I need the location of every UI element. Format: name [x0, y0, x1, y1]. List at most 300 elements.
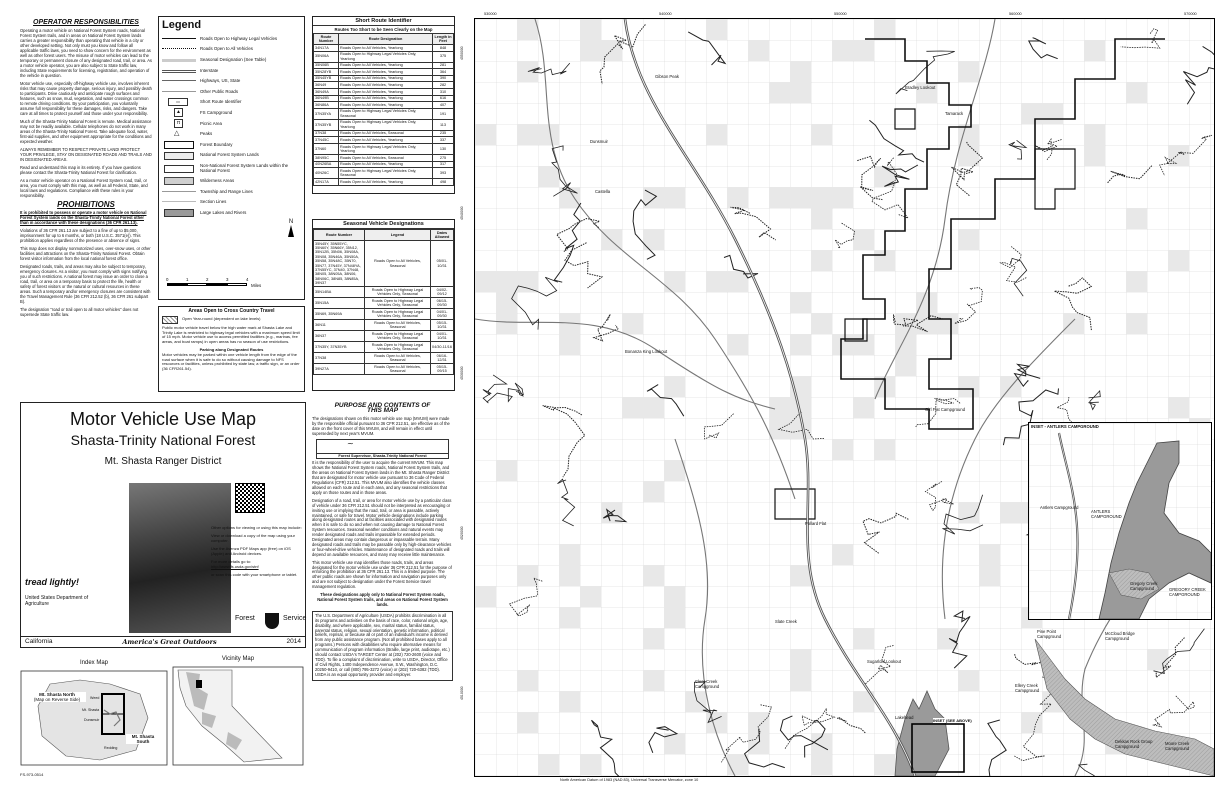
table-cell: 05/15-09/15: [431, 364, 454, 375]
index-north-label: [28, 692, 86, 702]
nfs-land-cell: [1126, 271, 1147, 292]
table-row: [314, 161, 454, 168]
usda-logo: [25, 595, 95, 607]
table-cell: 37N45C: [314, 137, 339, 144]
nfs-land-cell: [1126, 313, 1147, 334]
prohibitions-paragraph: Violations of 36 CFR 261.13 are subject to a fine of up to $5,000, imprisonment for up to 6 months, or both (18 U.S.C. 3571(e)). This prohibition applies regardless of the presence or absence of signs.: [20, 228, 141, 243]
index-south-label: Mt. Shasta South: [126, 734, 160, 744]
vicinity-map-panel: [172, 656, 304, 766]
table-cell: 37N35YA: [314, 108, 339, 119]
coordinate-label: 560000: [1009, 12, 1022, 16]
legend-row: [162, 65, 301, 76]
table-cell: 310: [433, 88, 454, 95]
cover-year: 2014: [286, 638, 301, 645]
nfs-land-cell: [706, 19, 727, 40]
table-cell: 04/01-09/30: [431, 309, 454, 320]
table-cell: Roads Open to Highway Legal Vehicles Only, Seasonal: [365, 342, 431, 353]
place-label: Bonanza King Lookout: [625, 349, 668, 354]
legend-row: [162, 186, 301, 197]
cover-district: Mt. Shasta Ranger District: [104, 456, 222, 467]
nfs-land-cell: [559, 607, 580, 628]
parking-body: Motor vehicles may be parked within one vehicle length from the edge of the road surface when it is safe to do so without causing damage to NFS resources or facilities, unless prohibited by state law, a traffic sign, or an order (36 CFR261.54).: [162, 351, 300, 372]
legend-row: [162, 107, 301, 118]
footer-id: FS-973-0514: [20, 772, 44, 777]
table-row: [314, 88, 454, 95]
town-label: Redding: [104, 746, 118, 750]
coordinate-label: 530000: [484, 12, 497, 16]
nfs-land-cell: [1147, 649, 1168, 670]
table-cell: 191: [433, 108, 454, 119]
place-label: Lakehead: [895, 715, 914, 720]
coordinate-label: 4530000: [460, 366, 464, 380]
nfs-land-cell: [853, 397, 874, 418]
nfs-land-cell: [769, 82, 790, 103]
legend-label: Township and Range Lines: [200, 188, 253, 194]
town-label: Dunsmuir: [84, 718, 100, 722]
place-label: Sugarloaf Lookout: [867, 659, 901, 664]
column-header: Length in Feet: [434, 34, 452, 43]
table-row: [314, 82, 454, 89]
table-cell: Roads Open to All Vehicles, Yearlong: [339, 95, 433, 102]
nfs-land-cell: [580, 40, 601, 61]
table-cell: Roads Open to All Vehicles, Yearlong: [339, 75, 433, 82]
purpose-panel: [312, 400, 453, 770]
prohibitions-paragraph: This map does not display nonmotorized uses, over-snow uses, or other facilities and attractions on the Shasta-Trinity National Forest. Obtain forest visitor information from the local national forest office.: [20, 246, 151, 261]
seasonal-table-panel: [312, 219, 455, 391]
nfs-land-cell: [811, 124, 832, 145]
scale-tick: 1: [186, 277, 189, 282]
table-cell: Roads Open to Highway Legal Vehicles Only, Seasonal: [339, 108, 433, 119]
legend-row: [162, 196, 301, 207]
nfs-land-cell: [1021, 712, 1042, 733]
nfs-land-cell: [853, 229, 874, 250]
table-cell: 35N45YB: [314, 75, 339, 82]
table-row: [314, 320, 454, 331]
table-row: [314, 143, 454, 154]
purpose-paragraph: It is the responsibility of the user to acquire the current MVUM. This map shows the National Forest System roads, National Forest System trails, and the areas on National Forest System lands in the Mt. Shasta Ranger District that are designated for motor vehicle use pursuant to 36 Code of Federal Regulations (CFR) 212.51. This MVUM also identifies the vehicle classes allowed on each route and in each area, and any seasonal restrictions that apply on those routes and in those areas.: [312, 460, 450, 495]
inset-map-panel[interactable]: [1028, 422, 1212, 620]
nfs-land-cell: [664, 460, 685, 481]
place-label: Pine Point Campground: [1037, 629, 1062, 639]
place-label: Gibson Peak: [655, 74, 679, 79]
vicinity-map-title: Vicinity Map: [221, 656, 255, 662]
nfs-land-cell: [1126, 82, 1147, 103]
signer-label: Forest Supervisor, Shasta-Trinity National Forest: [317, 453, 448, 459]
operator-responsibilities-panel: [20, 16, 152, 386]
purpose-bold-note: These designations apply only to National Forest System roads, National Forest System trails, and areas on National Forest System lands.: [317, 592, 448, 607]
legend-label: Picnic Area: [200, 120, 222, 126]
purpose-paragraph: Designation of a road, trail, or area for motor vehicle use by a particular class of vehicle under 36 CFR 212.51 should not be interpreted as encouraging or inviting use or implying that the road, trail, or area is passable, actively maintained, or safe for travel. Motor vehicle designations include parking along designated routes and at facilities associated with designated routes when it is safe to do so and when not causing damage to National Forest System resources. Seasonal weather conditions and natural events may render designated roads and trails impassable for extended periods. Designated areas may contain dangerous or impassable terrain. Many designated roads and trails may be passable only by high-clearance vehicles or four-wheel-drive vehicles. Maintenance of designated roads and trails will depend on available resources, and many may receive little maintenance.: [312, 497, 452, 557]
nfs-land-cell: [517, 61, 538, 82]
nfs-land-cell: [811, 313, 832, 334]
table-cell: Roads Open to Highway Legal Vehicles Only, Yearlong: [339, 143, 433, 154]
inset-title: INSET - ANTLERS CAMPGROUND: [1031, 424, 1099, 429]
qr-code-icon: [235, 483, 265, 513]
operator-paragraph: Motor vehicle use, especially off-highway vehicle use, involves inherent risks that may cause property damage, serious injury, and possibly death to participants. Drive cautiously and anticipate rough surfaces and features, such as snow, mud, vegetation, and water crossings common to remote driving conditions. By your participation, you voluntarily assume full responsibility for these damages, risks, and dangers. Take care at all times to protect yourself and those under your responsibility.: [20, 81, 152, 116]
nfs-land-cell: [643, 481, 664, 502]
nfs-land-cell: [853, 40, 874, 61]
north-arrow-icon: [286, 219, 296, 237]
table-cell: 04/01-10/31: [431, 331, 454, 342]
legend-row: [162, 175, 301, 186]
legend-row: [162, 207, 301, 218]
table-cell: 37N38: [314, 130, 339, 137]
short-route-subtitle: Routes Too Short to be Seen Clearly on the Map: [334, 27, 433, 32]
cross-country-body: Public motor vehicle travel below the high water mark at Shasta Lake and Trinity Lake is restricted to highway legal vehicles with a maximum speed limit of 15 mph. Motor vehicle use to access permitted facilities (e.g., marinas, fee areas, and boat ramps) in open areas has no season of use restrictions.: [162, 324, 300, 345]
nfs-land-cell: [643, 628, 664, 649]
nfs-land-cell: [832, 334, 853, 355]
table-cell: 282: [433, 82, 454, 89]
scale-tick: 0: [166, 277, 169, 282]
table-cell: 37N35YB: [314, 119, 339, 130]
nfs-land-cell: [958, 670, 979, 691]
table-row: [314, 241, 454, 287]
nfs-land-cell: [832, 187, 853, 208]
table-cell: 393: [433, 168, 454, 179]
table-row: [314, 119, 454, 130]
operator-paragraph: Read and understand this map in its entirety. If you have questions please contact the Shasta-Trinity National Forest for clarification.: [20, 165, 141, 175]
table-cell: Roads Open to All Vehicles, Seasonal: [365, 353, 431, 364]
legend-label: FS Campground: [200, 109, 233, 115]
place-label: Bradley Lookout: [905, 85, 936, 90]
nfs-land-cell: [853, 628, 874, 649]
table-row: [314, 298, 454, 309]
qr-item: For more details go to:: [211, 559, 252, 564]
legend-label: Seasonal Designation (See Table): [200, 56, 267, 62]
nfs-land-cell: [790, 334, 811, 355]
place-label: Girl Flat Campground: [925, 407, 966, 412]
picnic-icon: π: [174, 119, 183, 128]
nfs-land-cell: [811, 250, 832, 271]
place-label: Ellery Creek Campground: [1015, 683, 1040, 693]
scale-unit: Miles: [251, 283, 262, 288]
nfs-land-cell: [979, 544, 1000, 565]
table-cell: 06/15-09/30: [431, 298, 454, 309]
legend-label: Section Lines: [200, 199, 227, 205]
nfs-land-cell: [1084, 145, 1105, 166]
legend-label: Interstate: [200, 67, 219, 73]
table-cell: Roads Open to Highway Legal Vehicles Only, Yearlong: [339, 119, 433, 130]
nfs-land-cell: [1168, 397, 1189, 418]
cross-country-title: Areas Open to Cross Country Travel: [188, 308, 275, 314]
nfs-land-cell: [811, 208, 832, 229]
place-label: Tamarack: [945, 111, 964, 116]
table-cell: 06/16-12/31: [431, 353, 454, 364]
nfs-land-cell: [937, 313, 958, 334]
nfs-land-cell: [559, 565, 580, 586]
table-cell: 35N06B: [314, 62, 339, 69]
legend-row: [162, 75, 301, 86]
seasonal-title: Seasonal Vehicle Designations: [313, 220, 454, 229]
nfs-land-cell: [664, 271, 685, 292]
short-route-table: [313, 33, 454, 186]
operator-paragraph: Operating a motor vehicle on National Forest System roads, National Forest System trails, and in areas on National Forest System lands carries a greater responsibility than operating that vehicle in a city or other developed setting. Not only must you know and follow all applicable traffic laws, you need to show concern for the environment as well as other forest users. The misuse of motor vehicles can lead to the temporary or permanent closure of any designated road, trail, or area. As a motor vehicle operator, you are also subject to State traffic law, including State requirements for licensing, registration, and operation of the vehicle in question.: [20, 28, 152, 78]
table-cell: 36N49A: [314, 88, 339, 95]
table-cell: 616: [433, 95, 454, 102]
table-cell: 42N17A: [314, 179, 339, 186]
nfs-land-cell: [517, 565, 538, 586]
table-cell: Roads Open to All Vehicles, Seasonal: [365, 364, 431, 375]
table-cell: Roads Open to Highway Legal Vehicles Only, Seasonal: [365, 331, 431, 342]
nfs-land-cell: [748, 40, 769, 61]
nfs-land-cell: [517, 19, 538, 40]
table-row: [314, 287, 454, 298]
column-header: Route Designation: [339, 34, 433, 45]
nfs-land-cell: [979, 565, 1000, 586]
qr-item: View or download a copy of the map using your computer.: [211, 533, 295, 543]
short-route-title: Short Route Identifier: [313, 17, 454, 26]
scale-tick: 3: [226, 277, 229, 282]
inset-note: INSET (SEE ABOVE): [933, 718, 972, 723]
nfs-land-cell: [916, 292, 937, 313]
usda-name: United States Department of Agriculture: [25, 595, 89, 607]
table-cell: 04/30-11/16: [431, 342, 454, 353]
coordinate-label: 4520000: [460, 526, 464, 540]
table-cell: 498: [433, 179, 454, 186]
place-label: Moore Creek Campground: [1165, 741, 1190, 751]
legend-label: Non-National Forest System Lands within the National Forest: [200, 162, 289, 173]
coordinate-label: 540000: [659, 12, 672, 16]
nfs-land-cell: [475, 586, 496, 607]
table-cell: Roads Open to Highway Legal Vehicles Only, Seasonal: [365, 298, 431, 309]
nfs-land-cell: [517, 124, 538, 145]
table-cell: 35N45Y, 35N55YC, 35N60Y, 35N66Y, 35N12, 35N12B, 35N06, 35N08A, 35N08, 35N46A, 35N50A, 35N58, 35N48C, 35N70, 35N77, 37N45Y, 37N48YA, 37N55YC, 37N40, 37N48, 38N05, 38N05A, 38N06, 38N06C, 38N85, 38N85A, 39N37: [314, 241, 365, 287]
table-cell: 39N27A: [314, 364, 365, 375]
legend-row: [162, 86, 301, 97]
place-label: Antlers Campground: [1040, 505, 1079, 510]
nfs-land-cell: [706, 124, 727, 145]
table-cell: 35N69, 35N69A: [314, 309, 365, 320]
nfs-land-cell: [895, 355, 916, 376]
place-label: Pollard Flat: [805, 521, 827, 526]
legend-row: [162, 54, 301, 65]
nfs-land-cell: [832, 439, 853, 460]
legend-label: Other Public Roads: [200, 88, 239, 94]
table-cell: 848: [433, 45, 454, 52]
table-cell: 40N26C: [314, 168, 339, 179]
prohibitions-heading: PROHIBITIONS: [57, 200, 115, 209]
table-cell: 35N14BA: [314, 287, 365, 298]
table-row: [314, 102, 454, 109]
campground-icon: ▲: [174, 108, 183, 117]
qr-item: Use the Avenza PDF Maps app (free) on iOS (Apple) and Android devices.: [211, 546, 291, 556]
scale-tick: 4: [246, 277, 249, 282]
table-row: [314, 154, 454, 161]
prohibitions-paragraph: Designated roads, trails, and areas may also be subject to temporary, emergency closures. As a visitor, you must comply with signs notifying you of such restrictions. A national forest may issue an order to close a road, trail, or area on a temporary basis to protect the life, health or safety of forest visitors or the natural or cultural resources in these areas. Such a temporary and/or emergency closures are consistent with the Travel Management Rule (36 CFR 212.52 (b), 36 CFR 261 subpart B).: [20, 264, 151, 304]
nfs-land-cell: [622, 313, 643, 334]
nfs-land-cell: [538, 166, 559, 187]
nfs-land-cell: [496, 460, 517, 481]
nfs-land-cell: [769, 187, 790, 208]
nfs-land-cell: [517, 670, 538, 691]
nfs-land-cell: [811, 187, 832, 208]
nfs-land-cell: [790, 670, 811, 691]
nfs-land-cell: [937, 628, 958, 649]
legend-row: [162, 160, 301, 175]
nfs-land-cell: [517, 271, 538, 292]
purpose-paragraph: The designations shown on this motor vehicle use map (MVUM) were made by the responsible official pursuant to 36 CFR 212.51, are effective as of the date on the front cover of this MVUM, and will remain in effect until superseded by next year's MVUM.: [312, 415, 450, 436]
cross-country-swatch: [162, 316, 178, 324]
legend-row: [162, 97, 301, 108]
legend-row: [162, 139, 301, 150]
nfs-land-cell: [769, 418, 790, 439]
table-cell: 05/01-10/31: [431, 241, 454, 287]
nfs-land-cell: [727, 754, 748, 775]
nfs-land-cell: [874, 439, 895, 460]
table-cell: Roads Open to All Vehicles, Yearlong: [339, 45, 433, 52]
fs-name-forest: Forest: [235, 615, 255, 622]
parking-title: Parking along Designated Routes: [199, 346, 264, 352]
nfs-land-cell: [790, 82, 811, 103]
peak-icon: △: [174, 129, 180, 137]
operator-paragraph: Much of the Shasta-Trinity National Forest is remote. Medical assistance may not be readily available. Cellular telephones do not work in many areas of the Shasta-Trinity National Forest. Take adequate food, water, first-aid supplies, and other equipment appropriate for the conditions and expected weather.: [20, 119, 152, 144]
table-cell: Roads Open to All Vehicles, Yearlong: [339, 102, 433, 109]
operator-paragraph: ALWAYS REMEMBER TO RESPECT PRIVATE LAND! PROTECT YOUR PRIVILEGE, STAY ON DESIGNATED ROADS AND TRAILS AND IN DESIGNATED AREAS.: [20, 147, 152, 162]
legend-row: [162, 44, 301, 55]
coordinate-label: 4550000: [460, 46, 464, 60]
table-cell: Roads Open to All Vehicles, Yearlong: [339, 179, 433, 186]
nfs-land-cell: [790, 649, 811, 670]
table-cell: 04/02-09/12: [431, 287, 454, 298]
usda-notice: The U.S. Department of Agriculture (USDA) prohibits discrimination in all its programs and activities on the basis of race, color, national origin, age, disability, and where applicable, sex, marital status, familial status, parental status, religion, sexual orientation, genetic information, political beliefs, reprisal, or because all or part of an individual's income is derived from any public assistance program. (Not all prohibited bases apply to all programs.) Persons with disabilities who require alternative means for communication of program information (Braille, large print, audiotape, etc.) should contact USDA's TARGET Center at (202) 720-2600 (voice and TDD). To file a complaint of discrimination, write to USDA, Director, Office of Civil Rights, 1400 Independence Avenue, S.W., Washington, D.C. 20250-9410, or call (800) 795-3272 (voice) or (202) 720-6382 (TDD). USDA is an equal opportunity provider and employer.: [315, 612, 450, 677]
cover-motto: America's Great Outdoors: [122, 638, 217, 646]
table-cell: Roads Open to All Vehicles, Seasonal: [365, 320, 431, 331]
qr-link[interactable]: http://www.fs.usda.gov/stnf: [211, 564, 259, 569]
nfs-land-cell: [664, 607, 685, 628]
legend-label: Highways, US, State: [200, 78, 241, 84]
cross-country-panel: [158, 306, 305, 392]
inset-label: ANTLERS CAMPGROUND: [1091, 509, 1122, 519]
table-cell: 130: [433, 143, 454, 154]
table-row: [314, 45, 454, 52]
nfs-land-cell: [727, 187, 748, 208]
main-map[interactable]: [474, 18, 1215, 777]
table-cell: 235: [433, 130, 454, 137]
nfs-land-cell: [874, 19, 895, 40]
table-row: [314, 108, 454, 119]
index-north-name: Mt. Shasta North: [39, 692, 75, 697]
nfs-land-cell: [874, 754, 895, 775]
coordinate-label: 4540000: [460, 206, 464, 220]
scale-bar: [167, 279, 267, 291]
nfs-land-cell: [790, 187, 811, 208]
nfs-land-cell: [580, 754, 601, 775]
cover-state: California: [25, 638, 53, 645]
table-cell: Roads Open to All Vehicles, Seasonal: [339, 154, 433, 161]
table-cell: 36N49B: [314, 95, 339, 102]
legend-panel: [158, 16, 305, 300]
table-cell: 364: [433, 69, 454, 76]
fs-name-service: Service: [283, 615, 307, 622]
place-label: Slate Creek: [775, 619, 797, 624]
forest-service-badge-icon: [265, 613, 279, 629]
nfs-land-cell: [475, 124, 496, 145]
prohibitions-lead: It is prohibited to possess or operate a motor vehicle on National Forest System lands on the Shasta-Trinity National Forest other than in accordance with these designations (36 CFR 261.13).: [20, 210, 147, 225]
north-label: N: [288, 219, 294, 225]
nfs-land-cell: [643, 397, 664, 418]
table-cell: 275: [433, 154, 454, 161]
cover-forest: Shasta-Trinity National Forest: [70, 432, 256, 448]
nfs-land-cell: [958, 229, 979, 250]
place-label: Dekkas Rock Group Campground: [1115, 739, 1153, 749]
nfs-land-cell: [664, 376, 685, 397]
table-cell: 37N35Y, 37N35YB: [314, 342, 365, 353]
place-label: Dunsmuir: [590, 139, 608, 144]
table-cell: Roads Open to All Vehicles, Yearlong: [339, 137, 433, 144]
legend-row: [162, 128, 301, 139]
nfs-land-cell: [517, 712, 538, 733]
table-cell: 36N86A: [314, 102, 339, 109]
nfs-land-cell: [1084, 40, 1105, 61]
table-cell: 35N06A: [314, 51, 339, 62]
index-map-title: Index Map: [79, 660, 109, 666]
nfs-land-cell: [622, 397, 643, 418]
table-cell: Roads Open to All Vehicles, Yearlong: [339, 62, 433, 69]
table-cell: Roads Open to Highway Legal Vehicles Only, Seasonal: [365, 309, 431, 320]
table-cell: Roads Open to All Vehicles, Yearlong: [339, 69, 433, 76]
signature-image: ~: [347, 439, 354, 449]
table-cell: 36N49: [314, 82, 339, 89]
legend-row: [162, 118, 301, 129]
nfs-land-cell: [643, 670, 664, 691]
nfs-land-cell: [1168, 250, 1189, 271]
nfs-land-cell: [643, 565, 664, 586]
nfs-land-cell: [580, 586, 601, 607]
table-row: [314, 168, 454, 179]
nfs-land-cell: [769, 397, 790, 418]
table-cell: 317: [433, 161, 454, 168]
column-header: Dates Allowed: [431, 230, 454, 241]
table-cell: 37N60: [314, 143, 339, 154]
legend-row: [162, 33, 301, 44]
nfs-land-cell: [580, 19, 601, 40]
table-row: [314, 62, 454, 69]
table-row: [314, 179, 454, 186]
table-cell: 36N37: [314, 331, 365, 342]
table-cell: Roads Open to Highway Legal Vehicles Only, Seasonal: [365, 287, 431, 298]
index-map-panel: [20, 660, 168, 766]
qr-text: [211, 525, 303, 577]
town-label: Mt. Shasta: [82, 708, 100, 712]
coordinate-label: 4510000: [460, 686, 464, 700]
signature-box: [316, 439, 449, 459]
legend-label: Forest Boundary: [200, 141, 233, 147]
nfs-land-cell: [790, 565, 811, 586]
table-row: [314, 342, 454, 353]
place-label: McCloud Bridge Campground: [1105, 631, 1135, 641]
nfs-land-cell: [664, 586, 685, 607]
table-cell: Roads Open to Highway Legal Vehicles Only, Yearlong: [339, 51, 433, 62]
table-cell: 113: [433, 119, 454, 130]
table-cell: Roads Open to All Vehicles, Yearlong: [339, 82, 433, 89]
nfs-land-cell: [1168, 145, 1189, 166]
nfs-land-cell: [664, 187, 685, 208]
table-cell: 37N38: [314, 353, 365, 364]
nfs-land-cell: [496, 313, 517, 334]
column-header: Route Number: [314, 34, 339, 45]
table-cell: 375: [433, 51, 454, 62]
legend-label: Wilderness Areas: [200, 177, 235, 183]
purpose-title: PURPOSE AND CONTENTS OF THIS MAP: [334, 402, 431, 414]
coordinate-label: 550000: [834, 12, 847, 16]
nfs-land-cell: [559, 334, 580, 355]
nfs-land-cell: [1063, 313, 1084, 334]
nfs-land-cell: [538, 754, 559, 775]
treadlightly-logo: tread lightly!: [25, 577, 80, 587]
cross-country-item: Open Year-round (dependent on lake levels): [182, 316, 261, 322]
nfs-land-cell: [1042, 103, 1063, 124]
table-cell: Roads Open to All Vehicles, Seasonal: [365, 241, 431, 287]
